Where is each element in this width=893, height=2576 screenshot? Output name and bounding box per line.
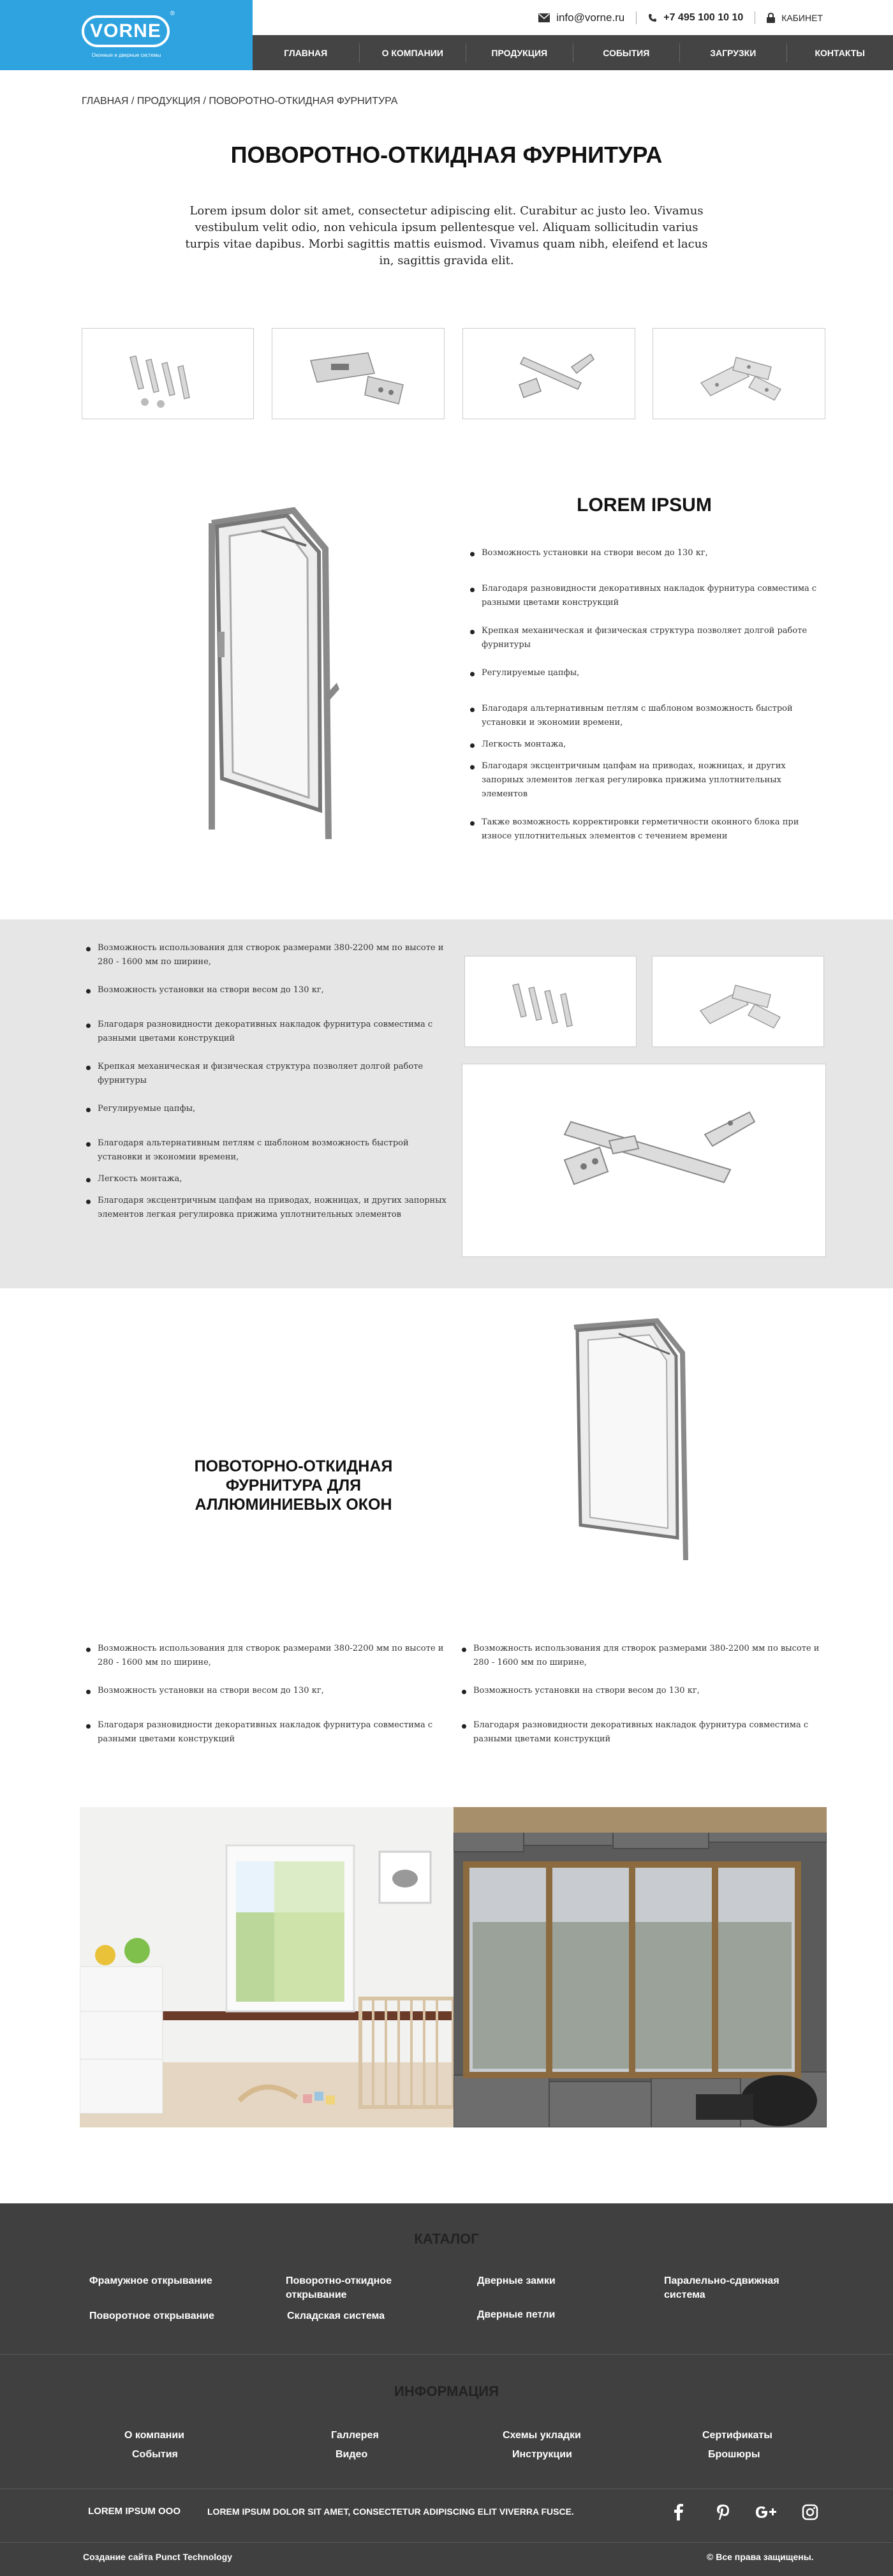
footer-company: LOREM IPSUM OOO (88, 2506, 181, 2517)
alu-window-image (561, 1314, 695, 1563)
list-item: Регулируемые цапфы, (469, 666, 829, 680)
logo[interactable] (0, 0, 253, 70)
cabinet-link[interactable] (767, 13, 823, 23)
page-title: ПОВОРОТНО-ОТКИДНАЯ ФУРНИТУРА (230, 142, 663, 168)
list-item: Благодаря разновидности декоративных накладок фурнитура совместима с разными цветами конструкций (469, 582, 829, 610)
plates-image (653, 957, 825, 1048)
list-item: Также возможность корректировки герметичности оконного блока при износе уплотнительных элементов с течением времени (469, 815, 829, 844)
list-item: Крепкая механическая и физическая структура позволяет долгой работе фурнитуры (85, 1060, 448, 1088)
list-item: Возможность использования для створок размерами 380-2200 мм по высоте и 280 - 1600 мм по ширине, (85, 1642, 448, 1670)
plates-image (653, 329, 826, 420)
list-item: Благодаря альтернативным петлям с шаблоном возможность быстрой установки и экономии времени, (469, 702, 829, 730)
lorem-heading: LOREM IPSUM (577, 495, 712, 516)
cabinet-text: КАБИНЕТ (781, 12, 823, 23)
facebook-icon[interactable] (667, 2501, 690, 2524)
phone-icon (648, 13, 657, 22)
nav-home[interactable]: ГЛАВНАЯ (253, 43, 360, 63)
footer-catalog-link[interactable]: Дверные замки (477, 2275, 556, 2286)
logo-text: VORNE (82, 15, 170, 47)
phone-text: +7 495 100 10 10 (663, 11, 744, 23)
email-text: info@vorne.ru (556, 11, 625, 24)
list-item: Благодаря эксцентричным цапфам на приводах, ножницах, и других запорных элементов легкая регулировка прижима уплотнительных элементов (85, 1194, 448, 1222)
list-item: Возможность использования для створок размерами 380-2200 мм по высоте и 280 - 1600 мм по ширине, (85, 941, 448, 969)
list-item: Возможность установки на створи весом до 130 кг, (469, 546, 829, 560)
list-item: Возможность использования для створок размерами 380-2200 мм по высоте и 280 - 1600 мм по ширине, (461, 1642, 824, 1670)
alu-heading: ПОВОТОРНО-ОТКИДНАЯ ФУРНИТУРА ДЛЯ АЛЛЮМИНИЕВЫХ ОКОН (194, 1457, 393, 1514)
footer-catalog-link[interactable]: Фрамужное открывание (89, 2275, 212, 2286)
hinges-image (82, 329, 255, 420)
scissors-image (463, 329, 636, 420)
list-item: Легкость монтажа, (469, 738, 829, 752)
footer-catalog-link[interactable]: Поворотное открывание (89, 2311, 215, 2321)
product-thumb-striker[interactable] (272, 328, 445, 419)
nav-about[interactable]: О КОМПАНИИ (360, 43, 467, 63)
google-plus-icon[interactable] (755, 2501, 778, 2524)
list-item: Благодаря разновидности декоративных накладок фурнитура совместима с разными цветами конструкций (85, 1018, 448, 1046)
lock-icon (767, 13, 775, 23)
window-image (172, 498, 357, 842)
list-item: Благодаря разновидности декоративных накладок фурнитура совместима с разными цветами конструкций (461, 1718, 824, 1746)
list-item: Возможность установки на створи весом до 130 кг, (85, 983, 448, 997)
hinges-image (465, 957, 637, 1048)
nav-contacts[interactable]: КОНТАКТЫ (815, 47, 865, 58)
email-link[interactable] (538, 11, 624, 24)
product-thumb-plates[interactable] (653, 328, 825, 419)
nav-products[interactable]: ПРОДУКЦИЯ (466, 43, 573, 63)
product-thumb-hinges[interactable] (82, 328, 254, 419)
footer-info-link[interactable]: События (132, 2449, 178, 2460)
footer-divider (0, 2354, 893, 2355)
footer-info-link[interactable]: Брошюры (708, 2449, 760, 2460)
band-thumb-hinges[interactable] (464, 956, 637, 1047)
site-header (0, 0, 893, 70)
band-feature-list (85, 941, 448, 1222)
footer-info-link[interactable]: Галлерея (331, 2430, 379, 2441)
nav-events[interactable]: СОБЫТИЯ (573, 43, 681, 63)
contact-bar (253, 0, 893, 35)
list-item: Легкость монтажа, (85, 1172, 448, 1186)
phone-link[interactable] (648, 12, 743, 24)
logo-registered-mark: ® (170, 10, 175, 17)
band-thumb-plates[interactable] (652, 956, 824, 1047)
stone-wall-window-photo (454, 1807, 827, 2127)
list-item: Благодаря альтернативным петлям с шаблоном возможность быстрой установки и экономии времени, (85, 1136, 448, 1165)
footer-catalog-link[interactable]: Складская система (287, 2311, 385, 2321)
footer-catalog-link[interactable]: Дверные петли (477, 2309, 556, 2320)
footer-info-link[interactable]: Сертификаты (702, 2430, 772, 2441)
main-nav (253, 35, 893, 70)
catalog-heading: КАТАЛОГ (414, 2231, 479, 2247)
list-item: Благодаря эксцентричным цапфам на приводах, ножницах, и других запорных элементов легкая регулировка прижима уплотнительных элементов (469, 759, 829, 801)
footer-catalog-link[interactable]: Поворотно-откидное открывание (286, 2275, 392, 2300)
product-thumb-scissors[interactable] (462, 328, 635, 419)
list-item: Возможность установки на створи весом до 130 кг, (85, 1684, 448, 1698)
breadcrumb[interactable]: ГЛАВНАЯ / ПРОДУКЦИЯ / ПОВОРОТНО-ОТКИДНАЯ ФУРНИТУРА (82, 96, 398, 107)
logo-tagline: Оконные и дверные системы (91, 52, 161, 58)
footer-tagline: LOREM IPSUM DOLOR SIT AMET, CONSECTETUR ADIPISCING ELIT VIVERRA FUSCE. (207, 2506, 574, 2517)
footer-divider (0, 2542, 893, 2543)
footer-info-link[interactable]: Видео (336, 2449, 368, 2460)
lorem-feature-list (469, 546, 829, 844)
envelope-icon (538, 13, 550, 22)
footer-info-link[interactable]: О компании (124, 2430, 184, 2441)
instagram-icon[interactable] (799, 2501, 822, 2524)
divider (636, 11, 637, 24)
footer-rights: © Все права защищены. (707, 2552, 814, 2562)
footer-credit[interactable]: Создание сайта Punct Technology (83, 2552, 233, 2562)
footer-info-link[interactable]: Инструкции (512, 2449, 572, 2460)
footer-info-link[interactable]: Схемы укладки (503, 2430, 581, 2441)
nursery-photo (80, 1807, 454, 2127)
nav-downloads[interactable]: ЗАГРУЗКИ (680, 43, 787, 63)
list-item: Возможность установки на створи весом до 130 кг, (461, 1684, 824, 1698)
alu-feature-list-right (461, 1642, 824, 1746)
scissors-image (462, 1064, 827, 1258)
info-heading: ИНФОРМАЦИЯ (394, 2383, 499, 2399)
footer-catalog-link[interactable]: Паралельно-сдвижная система (664, 2275, 779, 2300)
alu-feature-list-left (85, 1642, 448, 1746)
list-item: Регулируемые цапфы, (85, 1102, 448, 1116)
band-large-product-image[interactable] (462, 1064, 826, 1257)
list-item: Крепкая механическая и физическая структура позволяет долгой работе фурнитуры (469, 624, 829, 652)
striker-image (272, 329, 445, 420)
list-item: Благодаря разновидности декоративных накладок фурнитура совместима с разными цветами конструкций (85, 1718, 448, 1746)
pinterest-icon[interactable] (711, 2501, 734, 2524)
intro-text: Lorem ipsum dolor sit amet, consectetur adipiscing elit. Curabitur ac justo leo. Vivamus vestibulum velit odio, non vehicula ipsum pellentesque vel. Aliquam sollicitudin varius turpis vitae dapibus. Morbi sagittis mattis euismod. Vivamus quam nibh, eleifend et lacus in, sagittis gravida elit. (185, 204, 708, 267)
